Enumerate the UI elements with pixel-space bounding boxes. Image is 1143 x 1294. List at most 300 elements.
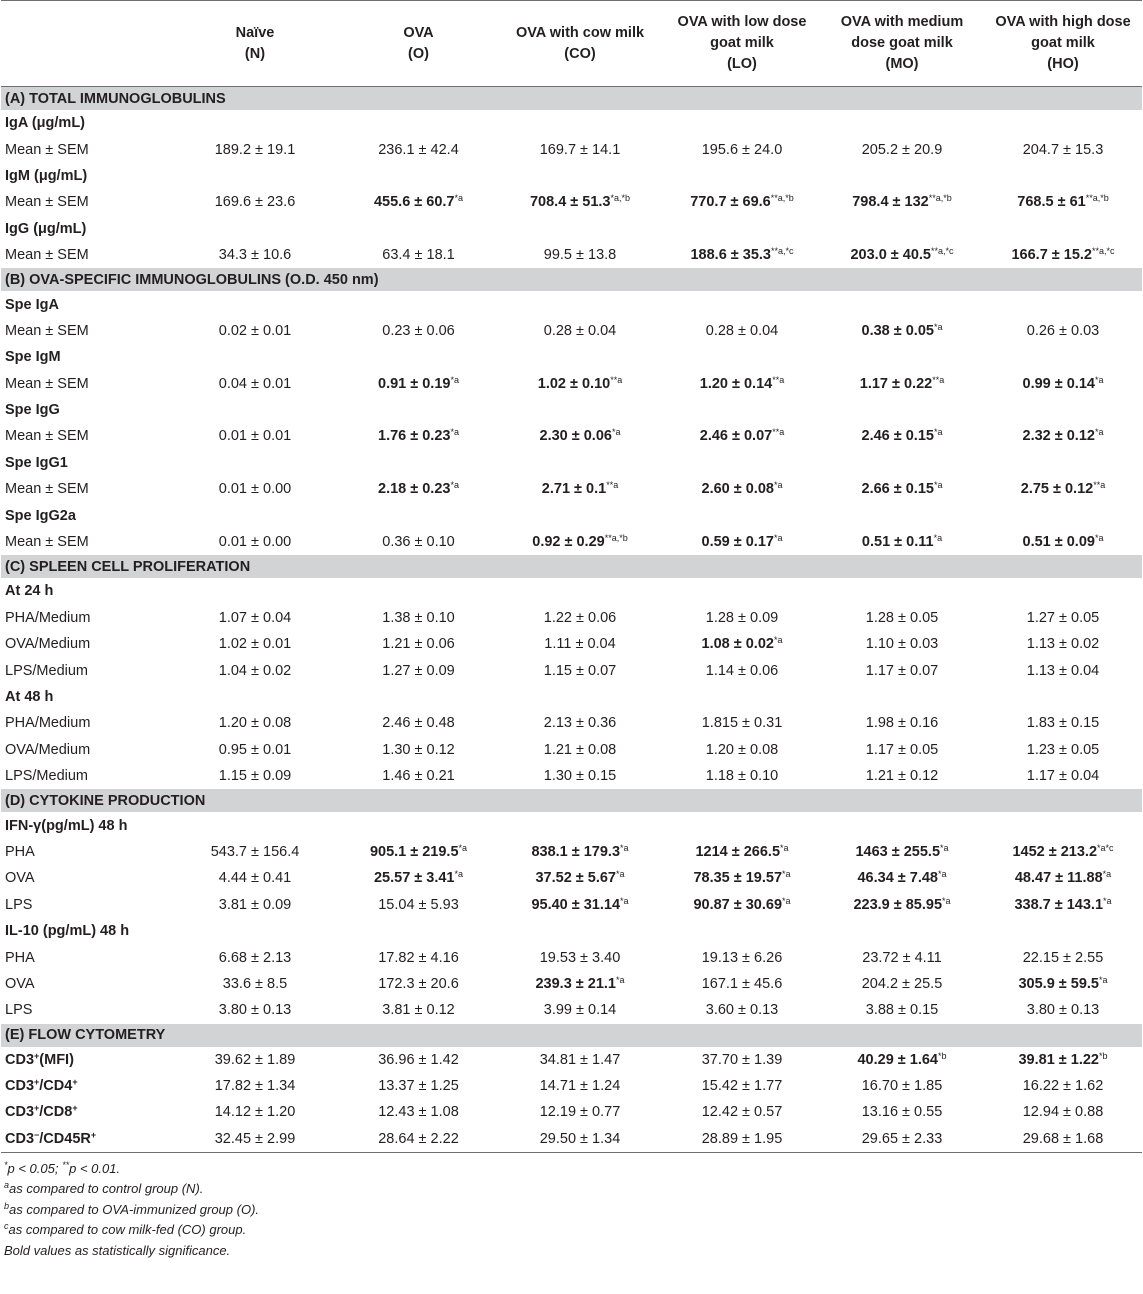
- significant-value: [702, 636, 774, 652]
- table-cell: [984, 1047, 1142, 1073]
- significant-value: [531, 844, 620, 860]
- subsection-title: IgA (μg/mL): [5, 115, 86, 132]
- section-header-row: [1, 268, 1142, 291]
- value-text: 798.4 ± 132: [852, 194, 929, 211]
- value-text: 95.40 ± 31.14: [531, 896, 621, 913]
- cell-value: [866, 1002, 938, 1018]
- row-label-rest: /CD8: [39, 1104, 73, 1121]
- table-cell: [496, 865, 664, 891]
- value-text: 169.7 ± 14.1: [539, 141, 621, 158]
- table-cell: [341, 971, 496, 997]
- subsection-row: [1, 502, 1142, 528]
- subsection-row: [1, 450, 1142, 476]
- value-text: 3.81 ± 0.12: [382, 1002, 455, 1019]
- subsection-title: IgM (μg/mL): [5, 167, 88, 184]
- table-row: [1, 631, 1142, 657]
- significance-mark: *a: [1102, 869, 1112, 880]
- row-label-text: OVA: [5, 870, 35, 887]
- significant-value: [530, 194, 611, 210]
- cell-value: [540, 1104, 621, 1120]
- value-text: 28.89 ± 1.95: [701, 1130, 783, 1147]
- table-cell: [341, 944, 496, 970]
- row-label-sup: +: [34, 1103, 40, 1114]
- row-label: [1, 657, 169, 683]
- row-label: [1, 944, 169, 970]
- table-cell: [984, 997, 1142, 1023]
- value-text: 19.53 ± 3.40: [539, 949, 621, 966]
- cell-value: [702, 1052, 783, 1068]
- table-cell: [664, 839, 820, 865]
- value-text: 28.64 ± 2.22: [378, 1130, 459, 1147]
- value-text: 1.30 ± 0.12: [382, 741, 455, 758]
- cell-value: [382, 247, 454, 263]
- significance-mark: **a: [606, 480, 619, 491]
- significant-value: [535, 976, 616, 992]
- row-label-text: PHA: [5, 949, 35, 966]
- table-cell: [664, 892, 820, 918]
- cell-value: [215, 194, 296, 210]
- table-cell: [169, 657, 341, 683]
- table-cell: [341, 1099, 496, 1125]
- value-text: 2.60 ± 0.08: [701, 481, 774, 498]
- cell-value: [215, 1104, 296, 1120]
- table-cell: [820, 865, 984, 891]
- significance-mark: *b: [1099, 1050, 1108, 1061]
- row-label-text: Mean ± SEM: [5, 247, 89, 264]
- value-text: 16.22 ± 1.62: [1022, 1078, 1104, 1095]
- header-line: OVA with low dose: [677, 14, 807, 30]
- significance-mark: *a: [450, 374, 459, 385]
- row-label-text: LPS: [5, 1002, 33, 1019]
- value-text: 33.6 ± 8.5: [222, 975, 288, 992]
- table-cell: [664, 1073, 820, 1099]
- row-label-text: Mean ± SEM: [5, 375, 89, 392]
- value-text: 6.68 ± 2.13: [218, 949, 292, 966]
- table-cell: [496, 529, 664, 555]
- results-table: [1, 0, 1142, 1153]
- significant-value: [1023, 376, 1095, 392]
- table-cell: [664, 997, 820, 1023]
- value-text: 0.99 ± 0.14: [1022, 375, 1095, 392]
- cell-value: [378, 1104, 459, 1120]
- table-cell: [169, 1126, 341, 1153]
- cell-value: [540, 1131, 621, 1147]
- cell-value: [862, 950, 941, 966]
- row-label-sup: +: [72, 1077, 78, 1088]
- row-label-text: CD3: [5, 1078, 35, 1095]
- table-cell: [496, 605, 664, 631]
- table-cell: [984, 737, 1142, 763]
- row-label-text: CD3: [5, 1130, 35, 1147]
- table-cell: [169, 631, 341, 657]
- table-cell: [496, 242, 664, 268]
- cell-value: [382, 323, 454, 339]
- table-cell: [169, 1047, 341, 1073]
- table-cell: [984, 1126, 1142, 1153]
- cell-value: [1027, 715, 1099, 731]
- value-text: 0.92 ± 0.29: [532, 534, 605, 551]
- value-text: 236.1 ± 42.4: [378, 141, 459, 158]
- cell-value: [382, 715, 454, 731]
- value-text: 768.5 ± 61: [1017, 194, 1086, 211]
- table-cell: [169, 997, 341, 1023]
- table-cell: [820, 892, 984, 918]
- table-cell: [664, 371, 820, 397]
- table-row: [1, 657, 1142, 683]
- significance-mark: *a: [620, 895, 629, 906]
- cell-value: [1023, 1078, 1104, 1094]
- significant-value: [1017, 194, 1085, 210]
- cell-value: [862, 1078, 943, 1094]
- value-text: 3.60 ± 0.13: [705, 1002, 779, 1019]
- header-line: (MO): [885, 56, 919, 72]
- table-cell: [169, 944, 341, 970]
- row-label: [1, 1073, 169, 1099]
- value-text: 770.7 ± 69.6: [690, 194, 771, 211]
- row-label-sup: +: [34, 1077, 40, 1088]
- significant-value: [862, 481, 934, 497]
- row-label: [1, 423, 169, 449]
- row-label-text: OVA: [5, 975, 35, 992]
- footnote-text: as compared to cow milk-fed (CO) group.: [8, 1222, 247, 1238]
- table-cell: [169, 189, 341, 215]
- footnote-text: as compared to control group (N).: [9, 1181, 204, 1197]
- significance-mark: *a: [1094, 427, 1104, 438]
- table-cell: [169, 318, 341, 344]
- significant-value: [531, 897, 620, 913]
- significant-value: [702, 534, 774, 550]
- value-text: 1.11 ± 0.04: [544, 636, 616, 653]
- value-text: 1.46 ± 0.21: [382, 768, 455, 785]
- value-text: 19.13 ± 6.26: [701, 949, 783, 966]
- table-cell: [984, 529, 1142, 555]
- table-cell: [984, 136, 1142, 162]
- subsection-title: Spe IgG1: [5, 454, 68, 471]
- value-text: 32.45 ± 2.99: [214, 1130, 296, 1147]
- table-cell: [984, 423, 1142, 449]
- significance-mark: *a: [616, 869, 625, 880]
- header-line: OVA with high dose: [995, 14, 1131, 30]
- table-cell: [820, 189, 984, 215]
- value-text: 455.6 ± 60.7: [373, 194, 455, 211]
- value-text: 1.815 ± 0.31: [701, 715, 783, 732]
- subsection-title: Spe IgG2a: [5, 507, 76, 524]
- cell-value: [378, 897, 459, 913]
- significance-mark: *a: [933, 533, 943, 544]
- table-cell: [664, 189, 820, 215]
- value-text: 1.28 ± 0.09: [705, 609, 779, 626]
- row-label-text: PHA/Medium: [5, 715, 91, 732]
- value-text: 3.99 ± 0.14: [543, 1002, 617, 1019]
- value-text: 1.22 ± 0.06: [543, 609, 617, 626]
- row-label-text: Mean ± SEM: [5, 141, 89, 158]
- significant-value: [378, 376, 450, 392]
- significant-value: [1012, 844, 1097, 860]
- value-text: 0.36 ± 0.10: [382, 534, 455, 551]
- cell-value: [219, 534, 291, 550]
- value-text: 167.1 ± 45.6: [701, 975, 783, 992]
- table-row: [1, 318, 1142, 344]
- value-text: 14.71 ± 1.24: [539, 1078, 621, 1095]
- cell-value: [215, 1131, 296, 1147]
- value-text: 1.13 ± 0.04: [1026, 662, 1100, 679]
- table-cell: [664, 657, 820, 683]
- cell-value: [219, 663, 291, 679]
- table-cell: [664, 529, 820, 555]
- value-text: 4.44 ± 0.41: [218, 870, 292, 887]
- value-text: 838.1 ± 179.3: [531, 843, 621, 860]
- table-cell: [984, 189, 1142, 215]
- table-cell: [169, 710, 341, 736]
- significance-mark: *a: [773, 533, 783, 544]
- table-cell: [169, 371, 341, 397]
- cell-value: [544, 768, 616, 784]
- table-cell: [820, 737, 984, 763]
- table-cell: [341, 318, 496, 344]
- cell-value: [382, 610, 454, 626]
- value-text: 1.38 ± 0.10: [382, 609, 455, 626]
- value-text: 305.9 ± 59.5: [1018, 975, 1099, 992]
- cell-value: [702, 1104, 783, 1120]
- significance-mark: *a: [1094, 374, 1104, 385]
- significant-value: [850, 247, 931, 263]
- significant-value: [532, 534, 604, 550]
- value-text: 338.7 ± 143.1: [1014, 896, 1104, 913]
- row-label: [1, 710, 169, 736]
- row-label-text: LPS/Medium: [5, 662, 89, 679]
- significant-value: [857, 1052, 938, 1068]
- table-cell: [820, 1073, 984, 1099]
- footnote-mark: **: [62, 1160, 70, 1171]
- header-row: [1, 1, 1142, 87]
- value-text: 1.07 ± 0.04: [218, 609, 292, 626]
- value-text: 1.83 ± 0.15: [1026, 715, 1100, 732]
- value-text: 239.3 ± 21.1: [535, 975, 616, 992]
- value-text: 0.01 ± 0.01: [218, 428, 292, 445]
- table-cell: [496, 944, 664, 970]
- table-row: [1, 423, 1142, 449]
- header-line: dose goat milk: [851, 35, 953, 51]
- cell-value: [215, 1078, 296, 1094]
- table-row: [1, 1073, 1142, 1099]
- value-text: 1.27 ± 0.09: [382, 662, 455, 679]
- table-cell: [820, 529, 984, 555]
- value-text: 1.02 ± 0.10: [537, 375, 611, 392]
- significance-mark: *b: [938, 1050, 947, 1061]
- value-text: 172.3 ± 20.6: [378, 975, 459, 992]
- table-cell: [984, 657, 1142, 683]
- cell-value: [219, 950, 291, 966]
- row-label-text: Mean ± SEM: [5, 322, 89, 339]
- value-text: 1.14 ± 0.06: [705, 662, 779, 679]
- value-text: 189.2 ± 19.1: [214, 141, 296, 158]
- table-cell: [496, 476, 664, 502]
- cell-value: [706, 323, 778, 339]
- significance-mark: *a: [773, 480, 783, 491]
- table-cell: [664, 423, 820, 449]
- footnote-mark: c: [4, 1221, 9, 1232]
- cell-value: [702, 1078, 783, 1094]
- cell-value: [702, 715, 783, 731]
- table-cell: [496, 971, 664, 997]
- footnote-mark: *: [4, 1160, 8, 1171]
- cell-value: [706, 742, 778, 758]
- table-cell: [984, 763, 1142, 789]
- value-text: 22.15 ± 2.55: [1022, 949, 1104, 966]
- table-body: [1, 87, 1142, 1153]
- table-cell: [169, 839, 341, 865]
- value-text: 23.72 ± 4.11: [862, 949, 942, 966]
- value-text: 2.13 ± 0.36: [543, 715, 617, 732]
- table-row: [1, 136, 1142, 162]
- table-cell: [664, 476, 820, 502]
- footnote-text: Bold values as statistically significance.: [4, 1242, 231, 1258]
- row-label: [1, 476, 169, 502]
- table-cell: [341, 371, 496, 397]
- value-text: 25.57 ± 3.41: [373, 870, 455, 887]
- table-cell: [169, 763, 341, 789]
- header-line: (N): [244, 45, 266, 62]
- value-text: 2.46 ± 0.15: [861, 428, 934, 445]
- section-header-row: [1, 555, 1142, 578]
- row-label: [1, 318, 169, 344]
- significant-value: [853, 897, 942, 913]
- significance-mark: **a: [772, 427, 785, 438]
- value-text: 543.7 ± 156.4: [210, 843, 300, 860]
- row-label-sup: −: [34, 1129, 40, 1140]
- significant-value: [378, 481, 450, 497]
- cell-value: [219, 715, 291, 731]
- table-cell: [496, 1073, 664, 1099]
- table-cell: [820, 1047, 984, 1073]
- header-line: (LO): [727, 56, 757, 72]
- table-cell: [820, 839, 984, 865]
- table-cell: [664, 710, 820, 736]
- header-cow-milk: [496, 1, 664, 87]
- value-text: 204.2 ± 25.5: [861, 975, 943, 992]
- value-text: 1.13 ± 0.02: [1026, 636, 1100, 653]
- significance-mark: **a,*b: [928, 193, 952, 204]
- table-cell: [169, 423, 341, 449]
- row-label: [1, 605, 169, 631]
- significant-value: [700, 428, 772, 444]
- cell-value: [702, 1131, 783, 1147]
- cell-value: [378, 976, 459, 992]
- value-text: 1.04 ± 0.02: [218, 662, 292, 679]
- table-cell: [341, 476, 496, 502]
- table-row: [1, 763, 1142, 789]
- significance-mark: **a,*c: [771, 246, 794, 257]
- row-label-text: Mean ± SEM: [5, 194, 89, 211]
- section-header-row: [1, 1024, 1142, 1047]
- row-label: [1, 631, 169, 657]
- value-text: 1.17 ± 0.22: [859, 375, 933, 392]
- row-label: [1, 737, 169, 763]
- cell-value: [382, 768, 454, 784]
- significance-mark: *a: [450, 427, 459, 438]
- cell-value: [382, 1002, 454, 1018]
- table-row: [1, 944, 1142, 970]
- cell-value: [382, 663, 454, 679]
- value-text: 1.21 ± 0.06: [382, 636, 455, 653]
- value-text: 1.20 ± 0.08: [705, 741, 779, 758]
- footnote-line: [4, 1241, 1143, 1261]
- table-cell: [169, 865, 341, 891]
- significance-mark: *a: [616, 974, 625, 985]
- table-cell: [820, 657, 984, 683]
- table-cell: [984, 631, 1142, 657]
- table-cell: [984, 1073, 1142, 1099]
- table-cell: [984, 944, 1142, 970]
- cell-value: [706, 1002, 778, 1018]
- value-text: 1.10 ± 0.03: [865, 636, 939, 653]
- cell-value: [378, 1078, 459, 1094]
- header-line: goat milk: [1031, 35, 1095, 51]
- value-text: 0.26 ± 0.03: [1026, 322, 1100, 339]
- value-text: 1.20 ± 0.08: [218, 715, 292, 732]
- value-text: 0.04 ± 0.01: [218, 375, 292, 392]
- significant-value: [700, 376, 772, 392]
- table-cell: [664, 605, 820, 631]
- table-cell: [984, 865, 1142, 891]
- header-line: (HO): [1047, 56, 1079, 72]
- row-label: [1, 865, 169, 891]
- value-text: 90.87 ± 30.69: [693, 896, 783, 913]
- section-header-row: [1, 789, 1142, 812]
- table-row: [1, 1099, 1142, 1125]
- significance-mark: *a: [450, 480, 459, 491]
- header-low-dose: [664, 1, 820, 87]
- significance-mark: **a: [610, 374, 623, 385]
- cell-value: [862, 1104, 943, 1120]
- cell-value: [382, 742, 454, 758]
- table-cell: [341, 1126, 496, 1153]
- significance-mark: *a: [940, 842, 949, 853]
- value-text: 3.88 ± 0.15: [865, 1002, 939, 1019]
- footnote-text: p < 0.05;: [7, 1161, 63, 1177]
- table-cell: [664, 242, 820, 268]
- significant-value: [374, 194, 455, 210]
- table-cell: [341, 892, 496, 918]
- cell-value: [862, 976, 943, 992]
- row-label-text: Mean ± SEM: [5, 428, 89, 445]
- table-row: [1, 865, 1142, 891]
- row-label-text: LPS/Medium: [5, 768, 89, 785]
- cell-value: [219, 428, 291, 444]
- value-text: 63.4 ± 18.1: [382, 247, 455, 264]
- significance-mark: *a: [454, 869, 464, 880]
- cell-value: [215, 142, 296, 158]
- cell-value: [378, 950, 459, 966]
- section-title: (C) SPLEEN CELL PROLIFERATION: [1, 555, 1142, 578]
- cell-value: [540, 142, 621, 158]
- value-text: 1.30 ± 0.15: [543, 768, 617, 785]
- table-cell: [341, 136, 496, 162]
- significant-value: [540, 428, 612, 444]
- header-medium-dose: [820, 1, 984, 87]
- row-label: [1, 1099, 169, 1125]
- cell-value: [219, 870, 291, 886]
- value-text: 12.94 ± 0.88: [1022, 1104, 1104, 1121]
- significant-value: [1018, 1052, 1099, 1068]
- table-cell: [341, 242, 496, 268]
- value-text: 0.01 ± 0.00: [218, 534, 292, 551]
- table-cell: [341, 839, 496, 865]
- value-text: 2.75 ± 0.12: [1020, 481, 1094, 498]
- significant-value: [1015, 870, 1103, 886]
- table-cell: [496, 1047, 664, 1073]
- subsection-row: [1, 578, 1142, 604]
